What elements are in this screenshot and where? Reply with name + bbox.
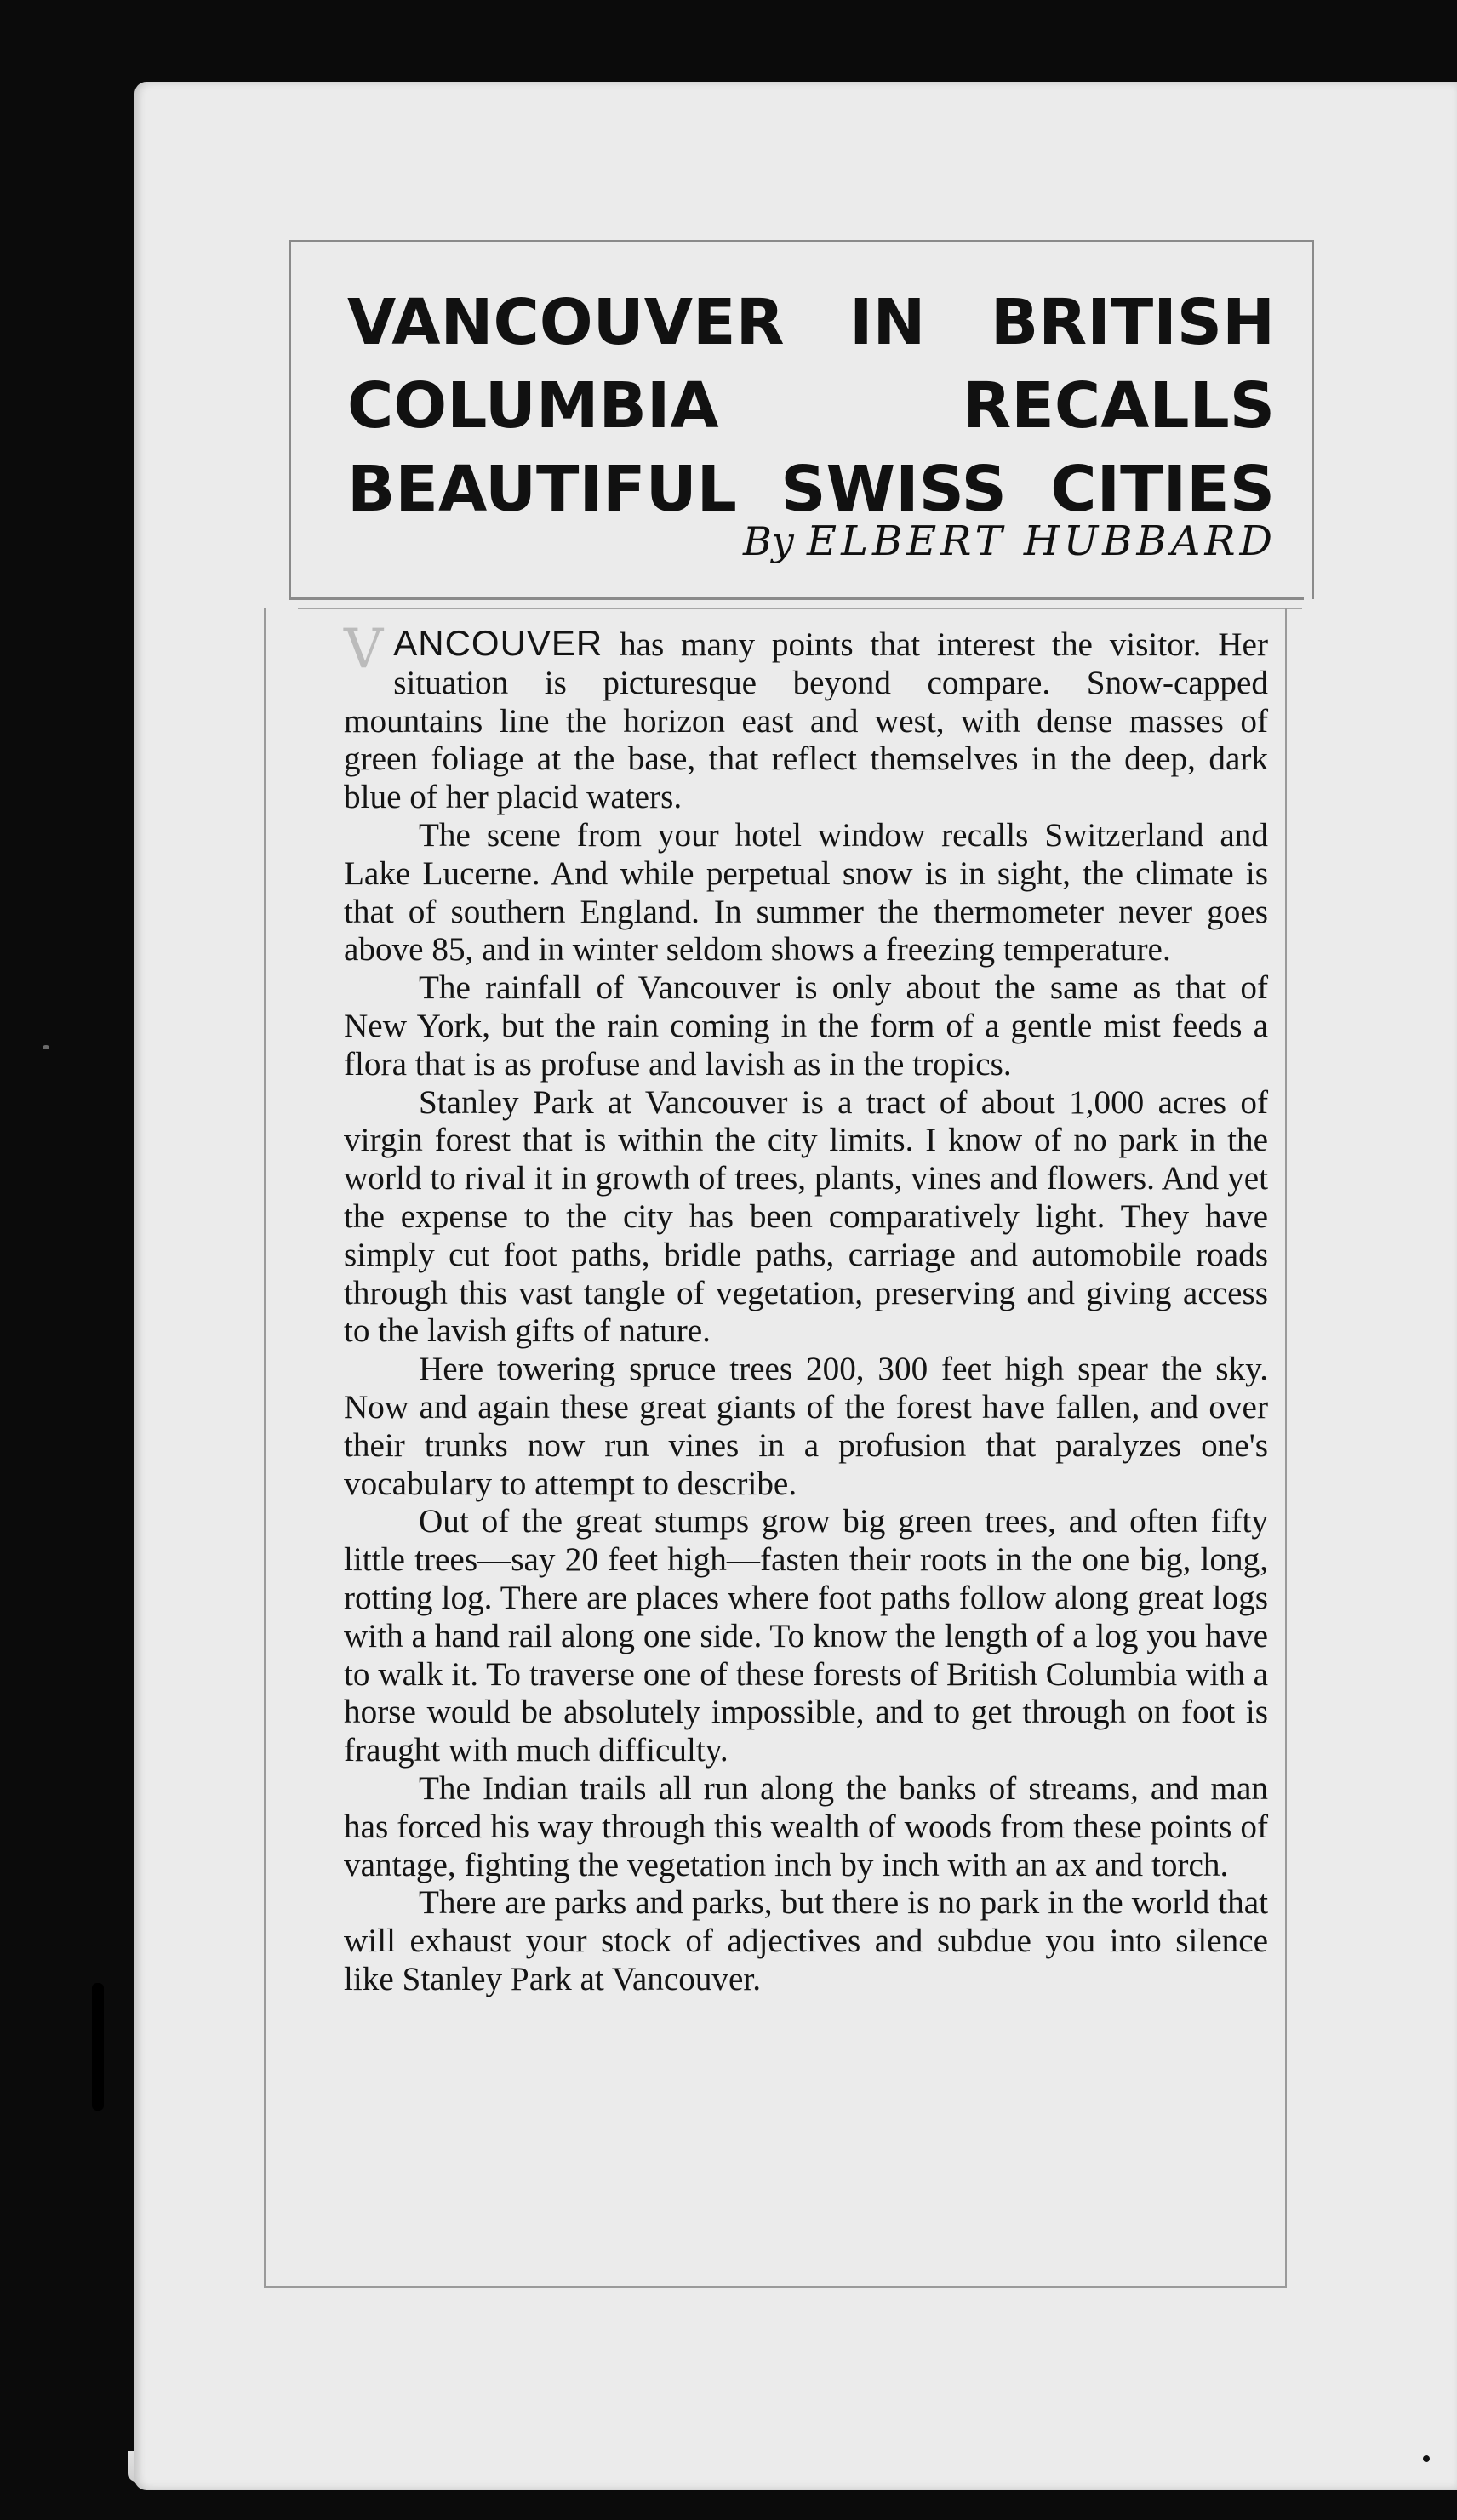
first-word: ANCOUVER bbox=[393, 623, 603, 663]
paragraph-8: There are parks and parks, but there is no park in the world that will exhaust your stock of adjectives and subdue you into silence like Stanley Park at Vancouver. bbox=[344, 1884, 1268, 1997]
paragraph-4: Stanley Park at Vancouver is a tract of about 1,000 acres of virgin forest that is within the city limits. I know of no park in the world to rival it in growth of trees, plants, vines and flowers. And yet the expense to the city has been comparatively light. They have simply cut foot paths, bridle paths, carriage and automobile roads through this vast tangle of vegetation, preserving and giving access to the lavish gifts of nature. bbox=[344, 1083, 1268, 1350]
byline bbox=[340, 517, 1277, 565]
binding-mark bbox=[92, 1983, 104, 2111]
title-line-1: VANCOUVER IN BRITISH bbox=[347, 286, 1275, 359]
dust-speck bbox=[43, 1045, 49, 1049]
dust-speck bbox=[1423, 2455, 1430, 2462]
title-line-2: COLUMBIA RECALLS bbox=[347, 369, 1275, 443]
paragraph-1 bbox=[344, 618, 1268, 817]
title-line-3: BEAUTIFUL SWISS CITIES bbox=[347, 453, 1275, 526]
byline-prefix: By bbox=[742, 518, 794, 564]
article-body bbox=[344, 618, 1268, 1999]
article-title bbox=[347, 281, 1275, 531]
paragraph-5: Here towering spruce trees 200, 300 feet high spear the sky. Now and again these great giants of the forest have fallen, and over their trunks now run vines in a profusion that paralyzes one's vocabulary to attempt to describe. bbox=[344, 1351, 1268, 1502]
paragraph-3: The rainfall of Vancouver is only about the same as that of New York, but the rain coming in the form of a gentle mist feeds a flora that is as profuse and lavish as in the tropics. bbox=[344, 969, 1268, 1083]
paragraph-7: The Indian trails all run along the banks of streams, and man has forced his way through this wealth of woods from these points of vantage, fighting the vegetation inch by inch with an ax and torch. bbox=[344, 1769, 1268, 1883]
byline-author: ELBERT HUBBARD bbox=[807, 517, 1277, 565]
drop-cap: V bbox=[344, 618, 384, 681]
header-rule bbox=[289, 597, 1304, 600]
paragraph-6: Out of the great stumps grow big green trees, and often fifty little trees—say 20 feet high—fasten their roots in the one big, long, rotting log. There are places where foot paths follow along great logs with a hand rail along one side. To know the length of a log you have to walk it. To traverse one of these forests of British Columbia with a horse would be absolutely impossible, and to get through on foot is fraught with much difficulty. bbox=[344, 1503, 1268, 1769]
paragraph-2: The scene from your hotel window recalls Switzerland and Lake Lucerne. And while perpetual snow is in sight, the climate is that of southern England. In summer the thermometer never goes above 85, and in winter seldom shows a freezing temperature. bbox=[344, 816, 1268, 969]
paragraph-1-text: has many points that interest the visitor. Her situation is picturesque beyond compare. Snow-capped mountains line the horizon east and west, with dense masses of green foliage at the base, that reflect themselves in the deep, dark blue of her placid waters. bbox=[344, 626, 1268, 816]
